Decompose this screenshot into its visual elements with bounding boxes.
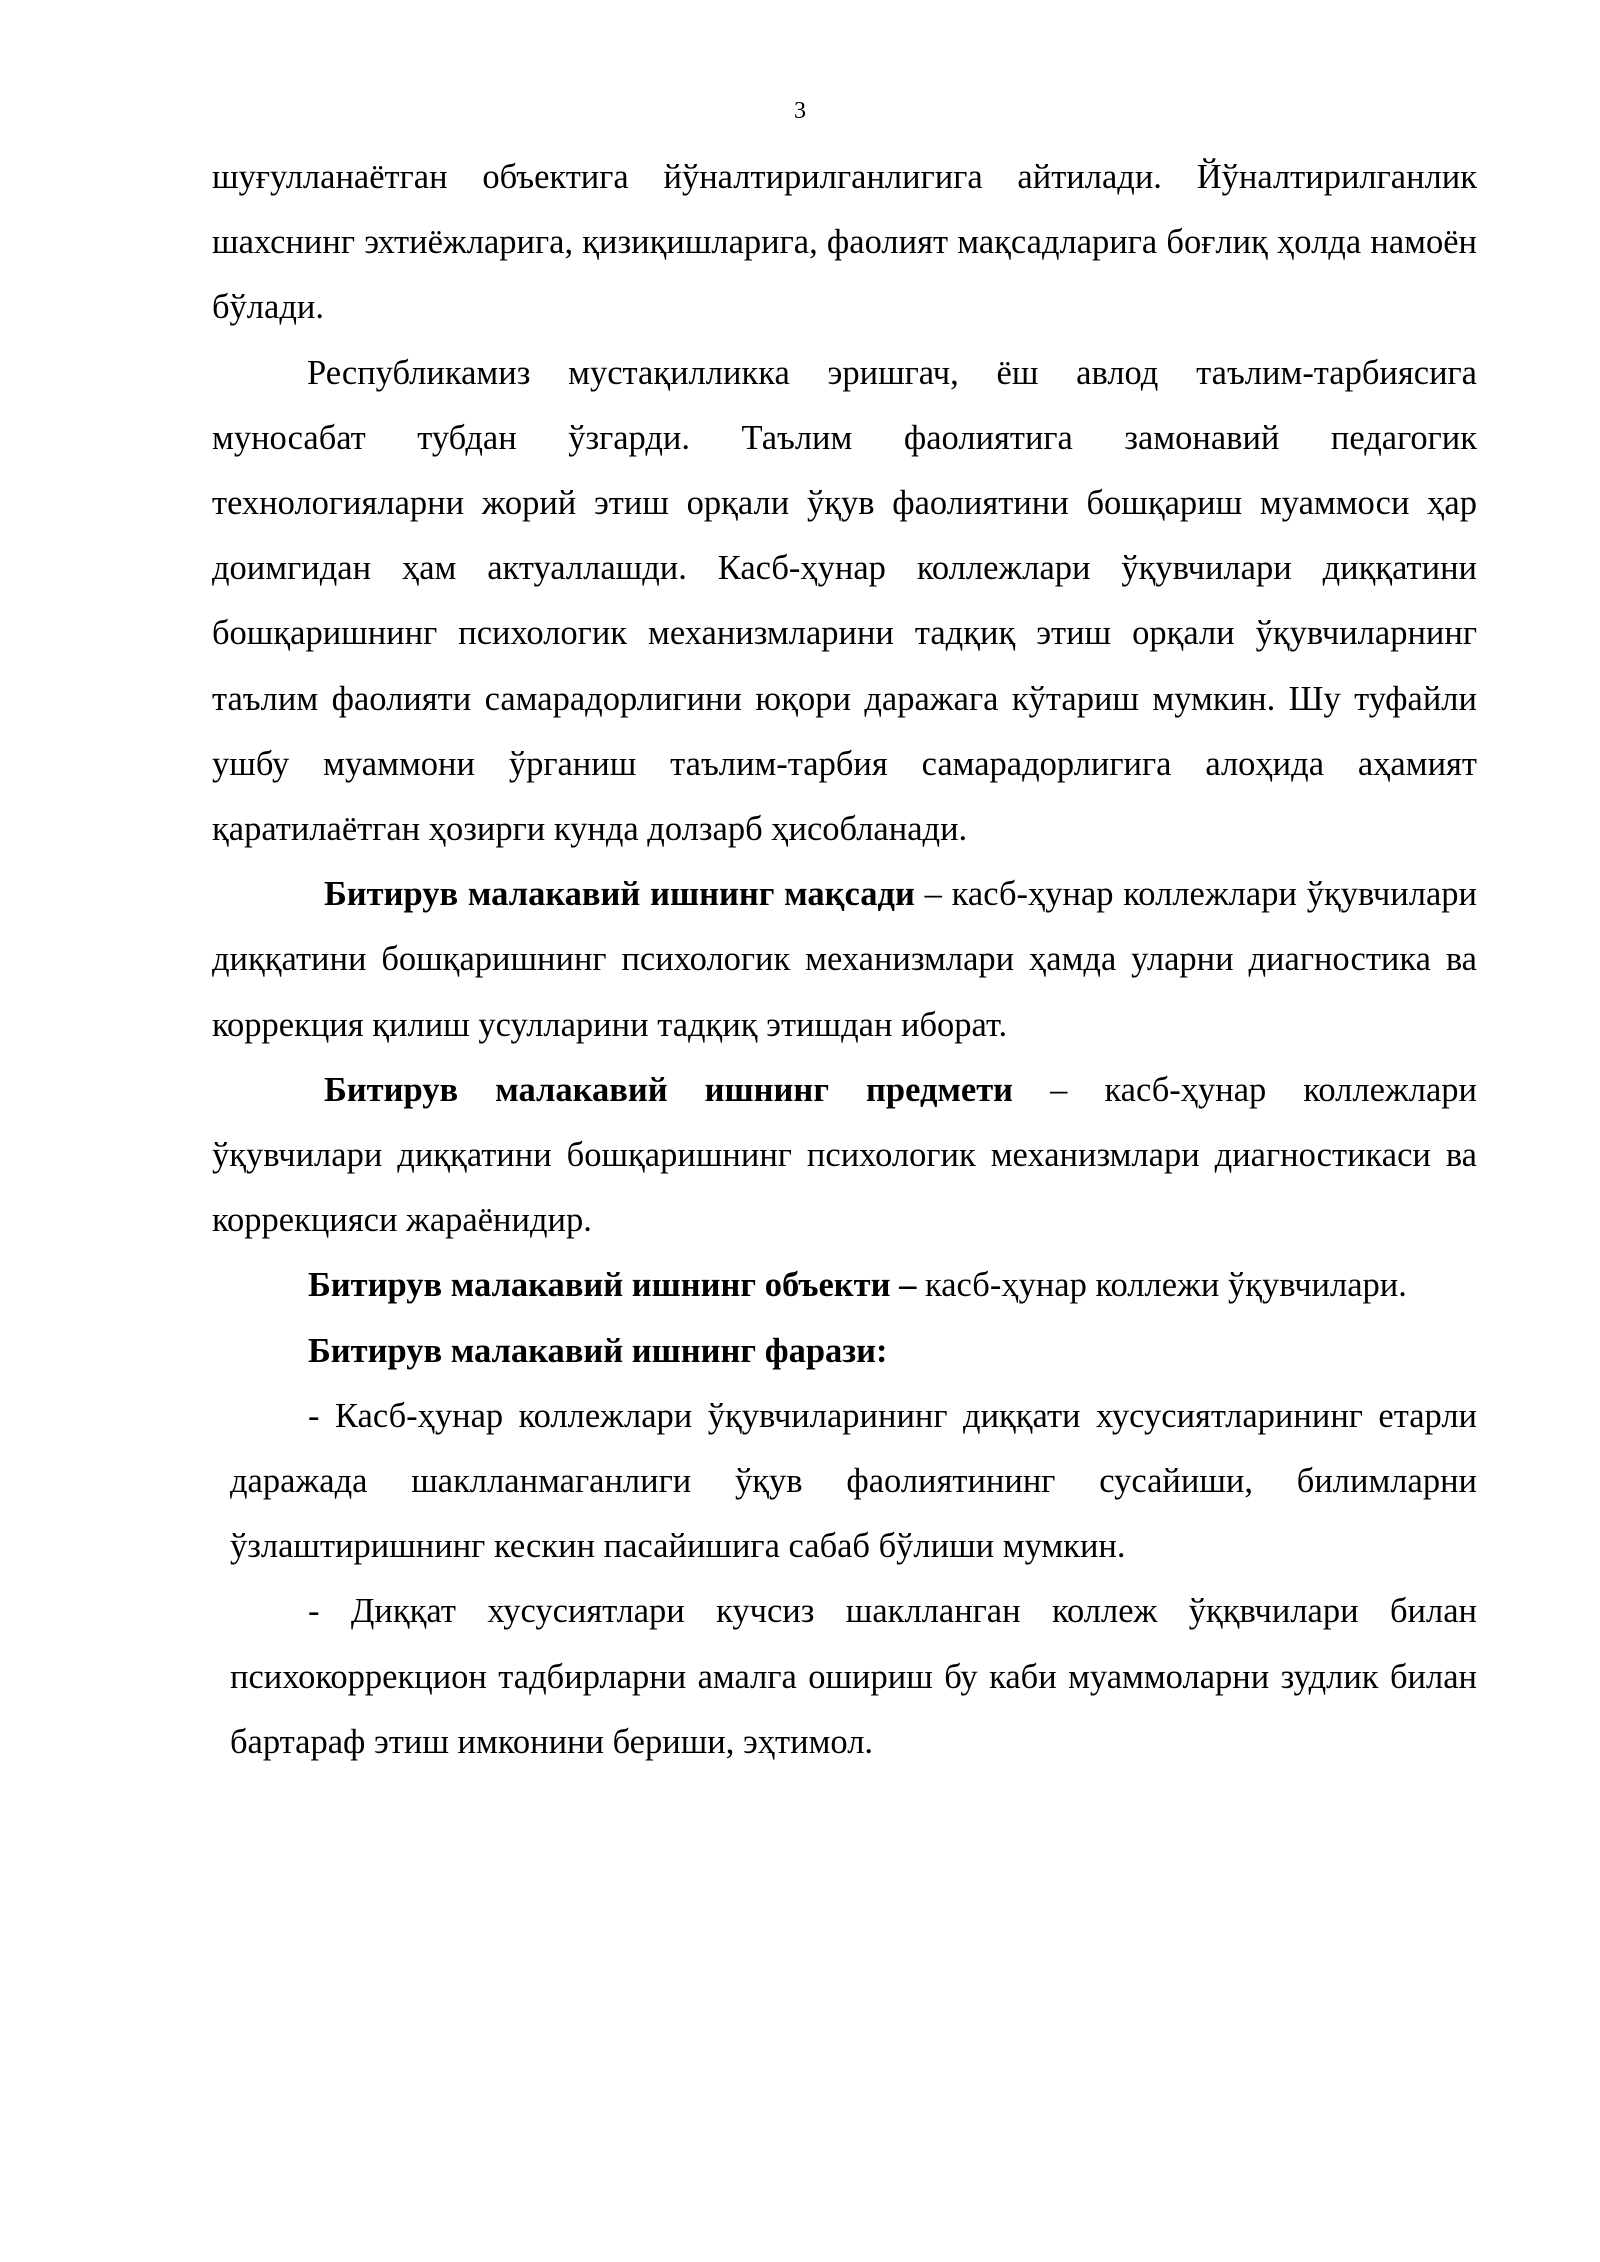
paragraph-continuation: шуғулланаётган объектига йўналтирилганлигига айтилади. Йўналтирилганлик шахснинг эхтиёжларига, қизиқишларига, фаолият мақсадларига боғлиқ ҳолда намоён бўлади. — [212, 158, 1477, 327]
hypothesis-item-1: - Касб-ҳунар коллежлари ўқувчиларининг диққати хусусиятларининг етарли даражада шаклланмаганлиги ўқув фаолиятининг сусайиши, билимларни ўзлаштиришнинг кескин пасайишига сабаб бўлиши мумкин. — [230, 1396, 1477, 1566]
hypothesis-item-2: - Диққат хусусиятлари кучсиз шаклланган коллеж ўққвчилари билан психокоррекцион тадбирларни амалга ошириш бу каби муаммоларни зудлик билан бартараф этиш имконини бериши, эҳтимол. — [230, 1592, 1477, 1761]
hypothesis-heading: Битирув малакавий ишнинг фарази: — [308, 1331, 888, 1370]
subject-text: – касб-ҳунар коллежлари ўқувчилари диққатини бошқаришнинг психологик механизмлари диагностикаси ва коррекцияси жараёнидир. — [212, 1070, 1477, 1240]
paragraph-hypothesis-heading — [230, 1319, 1477, 1384]
page-number: 3 — [794, 98, 806, 124]
paragraph-subject — [212, 1058, 1477, 1254]
goal-heading: Битирув малакавий ишнинг мақсади — [324, 875, 915, 914]
paragraph-relevance: Республикамиз мустақилликка эришгач, ёш авлод таълим-тарбиясига муносабат тубдан ўзгарди. Таълим фаолиятига замонавий педагогик технологияларни жорий этиш орқали ўқув фаолиятини бошқариш муаммоси ҳар доимгидан ҳам актуаллашди. Касб-ҳунар коллежлари ўқувчилари диққатини бошқаришнинг психологик механизмларини тадқиқ этиш орқали ўқувчиларнинг таълим фаолияти самарадорлигини юқори даражага кўтариш мумкин. Шу туфайли ушбу муаммони ўрганиш таълим-тарбия самарадорлигига алоҳида аҳамият қаратилаётган ҳозирги кунда долзарб ҳисобланади. — [212, 353, 1477, 849]
paragraph-object — [230, 1253, 1477, 1318]
paragraph-goal — [212, 862, 1477, 1058]
object-text: касб-ҳунар коллежи ўқувчилари. — [916, 1266, 1407, 1305]
object-heading: Битирув малакавий ишнинг объекти – — [308, 1266, 917, 1305]
goal-text: – касб-ҳунар коллежлари ўқувчилари диққатини бошқаришнинг психологик механизмлари ҳамда уларни диагностика ва коррекция қилиш усулларини тадқиқ этишдан иборат. — [212, 875, 1477, 1044]
document-body — [212, 145, 1477, 1775]
subject-heading: Битирув малакавий ишнинг предмети — [324, 1070, 1014, 1109]
